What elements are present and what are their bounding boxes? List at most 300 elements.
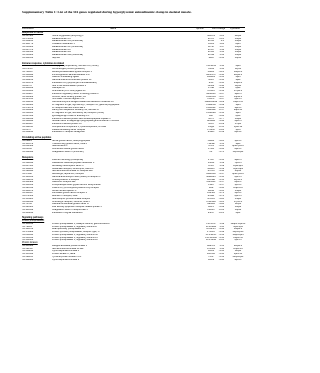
cytoband-cell: 5q23 [235, 76, 241, 79]
cytoband-cell: 10q23 [234, 117, 242, 120]
cytoband-cell: 15q25 [234, 197, 242, 200]
fold-change-cell: 1.39 [219, 162, 224, 164]
clone-id-cell: Hs.37008 [22, 173, 32, 175]
cytoband-cell: 1q22-q23 [233, 164, 243, 167]
gene-symbol-cell: HLA-C [207, 98, 215, 101]
gene-symbol-cell: LAIR1 [207, 70, 215, 73]
gene-symbol-cell: FCRLM1 [206, 106, 216, 109]
fold-change-cell: -1.41 [218, 76, 224, 79]
gene-symbol-cell: CAMLG [206, 76, 216, 79]
clone-id-cell: Hs.79081 [22, 225, 32, 228]
clone-id-cell: Hs.464263 [22, 159, 34, 162]
clone-id-cell: Hs.584864 [22, 258, 34, 261]
gene-name-cell: CD59 antigen p18-20 (protectin) [52, 68, 85, 70]
cytoband-cell: 1p35 [235, 128, 241, 131]
gene-symbol-cell: CTGF [207, 148, 215, 150]
gene-name-cell: Growth arrest-specific 6 [52, 189, 77, 192]
clone-id-cell: Hs.272509 [22, 195, 34, 197]
clone-id-cell: Hs.380250 [22, 79, 34, 81]
cytoband-cell: 15q26.3 [233, 81, 243, 84]
gene-symbol-cell: IRF2BP2 [206, 92, 216, 95]
cytoband-cell: 6p21.3 [234, 239, 242, 242]
clone-id-cell: Hs.133379 [22, 142, 34, 145]
fold-change-cell: -1.66 [218, 114, 224, 117]
gene-name-cell: Interleukin 1 receptor antagonist [52, 131, 85, 134]
gene-name-cell: Complement component 1, q subcomponent, B chain [52, 125, 107, 128]
fold-change-cell: -1.44 [218, 170, 224, 173]
cytoband-cell: 11p11-q12 [232, 150, 244, 153]
clone-id-cell: Hs.408659 [22, 87, 34, 90]
gene-name-cell: Vascular endothelial growth factor B [52, 203, 89, 206]
clone-id-cell: Hs.534330 [22, 51, 34, 54]
gene-name-cell: Stanniocalcin 1 [52, 145, 68, 148]
cytoband-cell: 2q32.1 [234, 181, 242, 184]
fold-change-cell: -2.39 [218, 131, 224, 134]
section-heading-text: Circulating active peptides [22, 137, 52, 139]
cytoband-cell: 5q35.1 [234, 192, 242, 195]
cytoband-cell: 19q13.4 [233, 70, 243, 73]
column-header-fold-change: Fold Change [212, 28, 226, 30]
cytoband-cell: 13q34 [234, 189, 242, 192]
gene-symbol-cell: IFI35 [208, 123, 214, 125]
clone-id-cell: Hs.495512 [22, 186, 34, 189]
cytoband-cell: 11q13 [234, 203, 242, 206]
gene-symbol-cell: IL16 [208, 81, 214, 84]
gene-symbol-cell: PPP1R3C [205, 233, 217, 236]
clone-id-cell: Hs.567241 [22, 98, 34, 101]
clone-id-cell: Hs.504048 [22, 117, 34, 120]
fold-change-cell: -1.40 [218, 73, 224, 76]
gene-name-cell: Chemokine (C-C motif) ligand 14 [52, 90, 86, 92]
clone-id-cell: Hs.106019 [22, 222, 34, 225]
gene-symbol-cell: CTSB [207, 87, 215, 90]
gene-name-cell: Fibroblast growth factor receptor 4 [52, 192, 87, 195]
gene-name-cell: Vasoactive intestinal peptide transducer 2 [52, 162, 95, 164]
cytoband-cell: 17q21 [234, 123, 242, 125]
cytoband-cell: 1p36.12 [233, 125, 243, 128]
gene-name-cell: Seprine [52, 56, 60, 59]
gene-name-cell: Metallothionein 2A [52, 51, 71, 54]
gene-name-cell: Immunoglobulin lambda variable 6-57 [52, 73, 91, 76]
fold-change-cell: -1.21 [218, 70, 224, 73]
fold-change-cell: -1.39 [218, 167, 224, 170]
fold-change-cell: -2.09 [218, 123, 224, 125]
gene-symbol-cell: IFIT3 [208, 117, 214, 120]
fold-change-cell: -1.52 [218, 233, 224, 236]
clone-id-cell: Hs.29921 [22, 139, 32, 142]
cytoband-cell: 17p13.1 [233, 200, 243, 203]
clone-id-cell: Hs.272537 [22, 68, 34, 70]
clone-id-cell: Hs.478275 [22, 65, 34, 68]
clone-id-cell: Hs.374950 [22, 37, 34, 40]
gene-name-cell: Metallothionein 1A (functional) [52, 40, 83, 43]
clone-id-cell: Hs.159141 [22, 101, 34, 103]
gene-name-cell: Coagulation factor II receptor-like 3 [52, 208, 88, 211]
fold-change-cell: -2.17 [218, 109, 224, 112]
fold-change-cell: 1.34 [219, 68, 224, 70]
gene-symbol-cell: MT1E [207, 54, 215, 56]
gene-symbol-cell: HCK [208, 255, 214, 258]
cytoband-cell: 12p13 [234, 84, 242, 87]
gene-symbol-cell: MT1A [207, 40, 215, 43]
clone-id-cell: Hs.528890 [22, 120, 34, 123]
clone-id-cell: Hs.418241 [22, 40, 34, 43]
fold-change-cell: 1.39 [219, 164, 224, 167]
gene-symbol-cell: ATF6 [208, 164, 214, 167]
fold-change-cell: -1.67 [218, 92, 224, 95]
clone-id-cell: Hs.728657 [22, 70, 34, 73]
gene-symbol-cell: PTPRO [207, 231, 215, 233]
gene-symbol-cell: TNFSF10 [206, 65, 216, 68]
clone-id-cell: Hs.529096 [22, 162, 34, 164]
gene-name-cell: Carcinoembryonic antigen-related cell adhesion molecule 19 [52, 101, 114, 103]
fold-change-cell: 1.36 [219, 51, 224, 54]
gene-symbol-cell: GRIA3 [207, 167, 215, 170]
gene-name-cell: Interferon-induced protein with tetratricopeptide repeats 3 [52, 117, 111, 120]
gene-symbol-cell: NFKBIZ [206, 120, 216, 123]
clone-id-cell: Hs.88778 [22, 84, 32, 87]
gene-name-cell: Protein phosphatase 1, regulatory subunit 3C [52, 233, 99, 236]
gene-name-cell: Protein phosphatase 2, regulatory subunit B [52, 225, 97, 228]
clone-id-cell: Hs.21545 [22, 148, 32, 150]
gene-symbol-cell: FCGR2A [206, 112, 216, 114]
fold-change-cell: 1.42 [219, 247, 224, 250]
gene-name-cell: Interleukin 6 signal transducer [52, 211, 83, 214]
gene-name-cell: Fc fragment of IgG, low affinity IIa, receptor (CD32) [52, 112, 105, 114]
cytoband-cell: 22q11.2 [233, 73, 243, 76]
gene-symbol-cell: GABBR1 [206, 175, 216, 178]
clone-id-cell: Hs.247433 [22, 164, 34, 167]
clone-id-cell: Hs.513626 [22, 54, 34, 56]
gene-symbol-cell: CALCRL [206, 181, 216, 184]
column-header-name: Name [110, 28, 117, 30]
cytoband-cell: 1q23 [235, 103, 241, 106]
gene-symbol-cell: C1QB [207, 125, 215, 128]
clone-id-cell: Hs.591597 [22, 247, 34, 250]
cytoband-cell: 16q13 [234, 45, 242, 48]
gene-name-cell: Gamma-aminobutyric acid (GABA) B receptor 1 [52, 175, 101, 178]
gene-symbol-cell: FGFR4 [207, 192, 215, 195]
gene-symbol-cell: CCKBR [206, 178, 216, 181]
gene-symbol-cell: PRKCD [206, 253, 216, 255]
gene-name-cell: Nuclear factor of kappa light polypeptide gene enhancer in B-cells [52, 120, 119, 123]
fold-change-cell: -1.49 [218, 231, 224, 233]
column-header-cytoband: Cytoband [230, 28, 240, 30]
fold-change-cell: -1.50 [218, 175, 224, 178]
clone-id-cell: Hs.466870 [22, 189, 34, 192]
cytoband-cell: 16p11.2 [233, 95, 243, 98]
gene-symbol-cell: CEACAM19 [204, 101, 218, 103]
cytoband-cell: 19q13.31 [233, 101, 243, 103]
fold-change-cell: -1.60 [218, 258, 224, 261]
gene-symbol-cell: NINJ2 [207, 84, 215, 87]
gene-name-cell: Dual specificity phosphatase 13 [52, 228, 85, 231]
clone-id-cell: Hs.126782 [22, 228, 34, 231]
clone-id-cell: Hs.483867 [22, 123, 34, 125]
cytoband-cell: 16q13 [234, 37, 242, 40]
fold-change-cell: 1.86 [219, 43, 224, 45]
fold-change-cell: 1.51 [219, 244, 224, 247]
cytoband-cell: 11p13 [234, 68, 242, 70]
gene-name-cell: Patched homolog (Drosophila) [52, 159, 84, 162]
clone-id-cell: Hs.655934 [22, 90, 34, 92]
fold-change-cell: -2.03 [218, 106, 224, 109]
gene-table-body [0, 32, 264, 261]
gene-symbol-cell: STK38L [206, 247, 216, 250]
cytoband-cell: 1q23.1 [234, 106, 242, 109]
cytoband-cell: 3q12.3 [234, 120, 242, 123]
gene-name-cell: Cathepsin B [52, 87, 65, 90]
cytoband-cell: 9q22.3 [234, 159, 242, 162]
gene-name-cell: Glutamate receptor, ionotrophic, AMPA 3 [52, 167, 94, 170]
gene-symbol-cell: RXRB [207, 195, 215, 197]
gene-symbol-cell: MT2A [207, 51, 215, 54]
clone-id-cell: Hs.510635 [22, 112, 34, 114]
gene-symbol-cell: SMN [208, 56, 214, 59]
gene-name-cell: Cholinergic receptor, nicotinic, beta 1 [52, 200, 90, 203]
gene-name-cell: Interferon regulatory factor 2 binding protein 2 [52, 92, 99, 95]
clone-id-cell: Hs.526464 [22, 103, 34, 106]
fold-change-cell: -1.49 [218, 87, 224, 90]
cytoband-cell: 8p21-p11.2 [232, 145, 244, 148]
cytoband-cell: 20q11-q12 [232, 255, 244, 258]
clone-id-cell: Hs.513626 [22, 45, 34, 48]
gene-symbol-cell: DUSP13 [206, 228, 216, 231]
gene-name-cell: Retinoid X receptor, beta [52, 195, 78, 197]
cytoband-cell: 8q24.21 [233, 109, 243, 112]
section-heading-text: Protein phosphatases [22, 220, 45, 222]
fold-change-cell: -1.65 [218, 189, 224, 192]
section-heading-text: Response to stress [22, 32, 44, 34]
cytoband-cell: 1q23 [235, 112, 241, 114]
cytoband-cell: 1q22 [235, 79, 241, 81]
gene-name-cell: Gamma-interferon-inducible protein 16 [52, 79, 92, 81]
fold-change-cell: -1.36 [218, 56, 224, 59]
gene-name-cell: Protein phosphatase 1, regulatory subunit 13 [52, 236, 98, 239]
clone-id-cell: Hs.522112 [22, 125, 33, 128]
gene-symbol-cell: LRP3 [208, 206, 214, 208]
fold-change-cell: -1.76 [218, 192, 224, 195]
cytoband-cell: 3q26 [235, 65, 241, 68]
gene-symbol-cell: PPP1R10 [205, 239, 217, 242]
gene-symbol-cell: PTCH [207, 159, 215, 162]
gene-name-cell: Nerve growth factor, beta polypeptide [52, 139, 91, 142]
fold-change-cell: 1.42 [219, 48, 224, 51]
gene-symbol-cell: GAS6 [207, 189, 215, 192]
cytoband-cell: 19p13 [234, 56, 242, 59]
fold-change-cell: 1.49 [219, 222, 224, 225]
gene-symbol-cell: IFI16 [208, 79, 214, 81]
gene-symbol-cell: MT1F [208, 45, 214, 48]
clone-id-cell: Hs.517581 [22, 34, 34, 37]
cytoband-cell: 1p13.1 [234, 139, 242, 142]
gene-symbol-cell: STC1 [208, 145, 214, 148]
gene-name-cell: Platelet activating factor receptor [52, 128, 86, 131]
gene-name-cell: Heme oxygenase (decycling) 1 [52, 34, 84, 37]
gene-symbol-cell: NTRK3 [207, 197, 215, 200]
cytoband-cell: 10q22.2 [233, 228, 243, 231]
clone-id-cell: Hs.591161 [22, 255, 33, 258]
clone-id-cell: Hs.505676 [22, 81, 34, 84]
clone-id-cell: Hs.103419 [22, 208, 34, 211]
gene-symbol-cell: OXR1 [207, 43, 215, 45]
clone-id-cell: Hs.155342 [22, 253, 34, 255]
gene-name-cell: Cyclin-dependent kinase 2 [52, 250, 80, 253]
cytoband-cell: 1q42.3 [234, 92, 242, 95]
fold-change-cell: -1.43 [218, 253, 224, 255]
gene-name-cell: Coronin, actin binding protein, 1A [52, 95, 86, 98]
gene-name-cell: Nuk 2 cell differentiation protein 2 [52, 84, 87, 87]
clone-id-cell: Hs.439552 [22, 56, 34, 59]
clone-id-cell: Hs.301956 [22, 184, 34, 186]
cytoband-cell: 2q14.2 [234, 131, 242, 134]
fold-change-cell: -1.53 [218, 178, 224, 181]
fold-change-cell: 1.58 [219, 65, 224, 68]
gene-name-cell: Adrenergic, alpha-1A-, receptor [52, 173, 85, 175]
gene-name-cell: Cyclin-dependent kinase 9 [52, 258, 80, 261]
cytoband-cell: 9q34.1 [234, 258, 242, 261]
section-heading-text: Immune response, cytokines & related [22, 62, 64, 65]
gene-name-cell: Low density lipoprotein receptor-related protein 3 [52, 206, 102, 208]
fold-change-cell: -2.21 [218, 211, 224, 214]
fold-change-cell: 1.47 [219, 45, 224, 48]
cytoband-cell: 6q23.1 [234, 148, 242, 150]
fold-change-cell: 3.81 [219, 34, 224, 37]
cytoband-cell: 22q11.2 [233, 244, 243, 247]
gene-name-cell: TNF (ligand) superfamily, member 10 (TRAIL) [52, 65, 99, 68]
fold-change-cell: -1.41 [218, 159, 224, 162]
cytoband-cell: 1q41 [235, 142, 241, 145]
gene-symbol-cell: F2RL3 [207, 208, 215, 211]
gene-symbol-cell: PPP1CC [206, 222, 216, 225]
fold-change-cell: -1.60 [218, 186, 224, 189]
table-row [0, 151, 264, 154]
fold-change-cell: 2.0 [220, 40, 224, 43]
cytoband-cell: 7q36.3 [234, 162, 242, 164]
fold-change-cell: -1.43 [218, 79, 224, 81]
gene-name-cell: IgG-kappa light chain of antibody 2.1 [52, 114, 90, 117]
gene-name-cell: Fc fragment of IgE, high affinity I, receptor for, gamma polypeptide [52, 103, 120, 106]
fold-change-cell: -2.02 [218, 208, 224, 211]
gene-name-cell: Cholecystokinin B receptor [52, 178, 80, 181]
fold-change-cell: -1.57 [218, 181, 224, 184]
cytoband-cell: 16q13 [234, 48, 242, 51]
table-row [0, 212, 264, 215]
gene-symbol-cell: IL6ST [207, 211, 215, 214]
clone-id-cell: Hs.388347 [22, 192, 34, 195]
fold-change-cell: -1.41 [218, 250, 224, 253]
clone-id-cell: Hs.647068 [22, 114, 34, 117]
gene-name-cell: Activating transcription factor 6 [52, 164, 84, 167]
clone-id-cell: Hs.410909 [22, 109, 34, 112]
clone-id-cell: Hs.418291 [22, 131, 34, 134]
fold-change-cell: -1.61 [218, 145, 224, 148]
gene-name-cell: Transforming growth factor, beta 2 [52, 142, 87, 145]
section-heading-text: Receptors [22, 156, 34, 159]
cytoband-cell: 11p15.4 [233, 178, 243, 181]
cytoband-cell: 5q11 [235, 211, 241, 214]
gene-symbol-cell: MT1X [207, 37, 215, 40]
cytoband-cell: 2p12 [235, 114, 241, 117]
clone-id-cell: Hs.148778 [22, 43, 34, 45]
gene-symbol-cell: CCL14 [207, 90, 215, 92]
gene-name-cell: Neurotrophic tyrosine kinase receptor [52, 197, 91, 200]
fold-change-cell: -1.67 [218, 98, 224, 101]
fold-change-cell: -1.56 [218, 112, 224, 114]
clone-id-cell: Hs.249344 [22, 200, 34, 203]
cytoband-cell: 5q31-q32 [233, 225, 243, 228]
fold-change-cell: 1.45 [219, 225, 224, 228]
fold-change-cell: -1.48 [218, 84, 224, 87]
table-title: Supplementary Table 1: List of the 316 genes regulated during hyperglycemic euinsulinemic clamp in skeletal muscle. [22, 10, 192, 14]
clone-id-cell: Hs.500409 [22, 95, 34, 98]
fold-change-cell: -1.99 [218, 206, 224, 208]
gene-symbol-cell: NGFB [207, 139, 215, 142]
cytoband-cell: 6p21.3 [234, 195, 242, 197]
gene-symbol-cell: CORO1A [206, 95, 216, 98]
fold-change-cell: -1.66 [218, 148, 224, 150]
fold-change-cell: 1.32 [219, 54, 224, 56]
fold-change-cell: -1.88 [218, 203, 224, 206]
gene-symbol-cell: ADRA1A [206, 173, 216, 175]
gene-symbol-cell: VIPR2 [207, 162, 215, 164]
gene-symbol-cell: PPP2R2B [205, 225, 217, 228]
gene-name-cell: Protein phosphatase 1, regulatory subunit 10 [52, 239, 98, 242]
gene-name-cell: Tyrosine-protein kinase HCK [52, 255, 82, 258]
fold-change-cell: -1.99 [218, 103, 224, 106]
cytoband-cell: 12q13.11 [233, 186, 243, 189]
clone-id-cell: Hs.647370 [22, 48, 34, 51]
table-row [0, 57, 264, 60]
cytoband-cell: 22q12 [234, 34, 242, 37]
fold-change-cell: -1.85 [218, 139, 224, 142]
gene-name-cell: Calcitonin receptor-like [52, 181, 76, 184]
cytoband-cell: 3p21.31 [233, 253, 243, 255]
section-heading-text: Protein kinases [22, 242, 38, 244]
fold-change-cell: -1.78 [218, 195, 224, 197]
gene-symbol-cell: PTAFR [207, 128, 215, 131]
section-heading-text: Signaling pathways [22, 217, 44, 220]
cytoband-cell: 10q23-q24 [232, 233, 244, 236]
clone-id-cell: Hs.123036 [22, 175, 34, 178]
gene-symbol-cell: PPP1R13B [205, 236, 217, 239]
fold-change-cell: 2.25 [219, 37, 224, 40]
cytoband-cell: 6p21.3 [234, 98, 242, 101]
clone-id-cell: Hs.443296 [22, 211, 34, 214]
gene-symbol-cell: VEGFB [207, 203, 215, 206]
clone-id-cell: Hs.368290 [22, 250, 34, 253]
gene-name-cell: Connective tissue growth factor [52, 148, 85, 150]
gene-symbol-cell: IL1RN [207, 131, 215, 134]
cytoband-cell: Xq25-q26 [233, 167, 243, 170]
gene-name-cell: Serine/threonine kinase 35 receptor-like [52, 170, 93, 173]
clone-id-cell: Hs.533616 [22, 236, 34, 239]
cytoband-cell: 20p13 [234, 170, 242, 173]
clone-id-cell: Hs.509302 [22, 239, 34, 242]
cytoband-cell: 12q13 [234, 250, 242, 253]
cytoband-cell: 8q23 [235, 43, 241, 45]
gene-name-cell: Protein phosphatase 1, catalytic subunit, gamma isoform [52, 222, 110, 225]
gene-name-cell: Coagulation factor II (thrombin) [52, 150, 84, 153]
fold-change-cell: -1.89 [218, 101, 224, 103]
gene-name-cell: Oxidation resistance 1 [52, 43, 75, 45]
cytoband-cell: 8p22 [235, 87, 241, 90]
gene-name-cell: Mitogen-activated protein kinase 1 [52, 244, 87, 247]
gene-name-cell: Metallothionein 1F (functional) [52, 45, 83, 48]
gene-symbol-cell: STK35 [207, 170, 215, 173]
gene-name-cell: Serine/threonine kinase 38 like [52, 247, 84, 250]
fold-change-cell: -1.67 [218, 95, 224, 98]
